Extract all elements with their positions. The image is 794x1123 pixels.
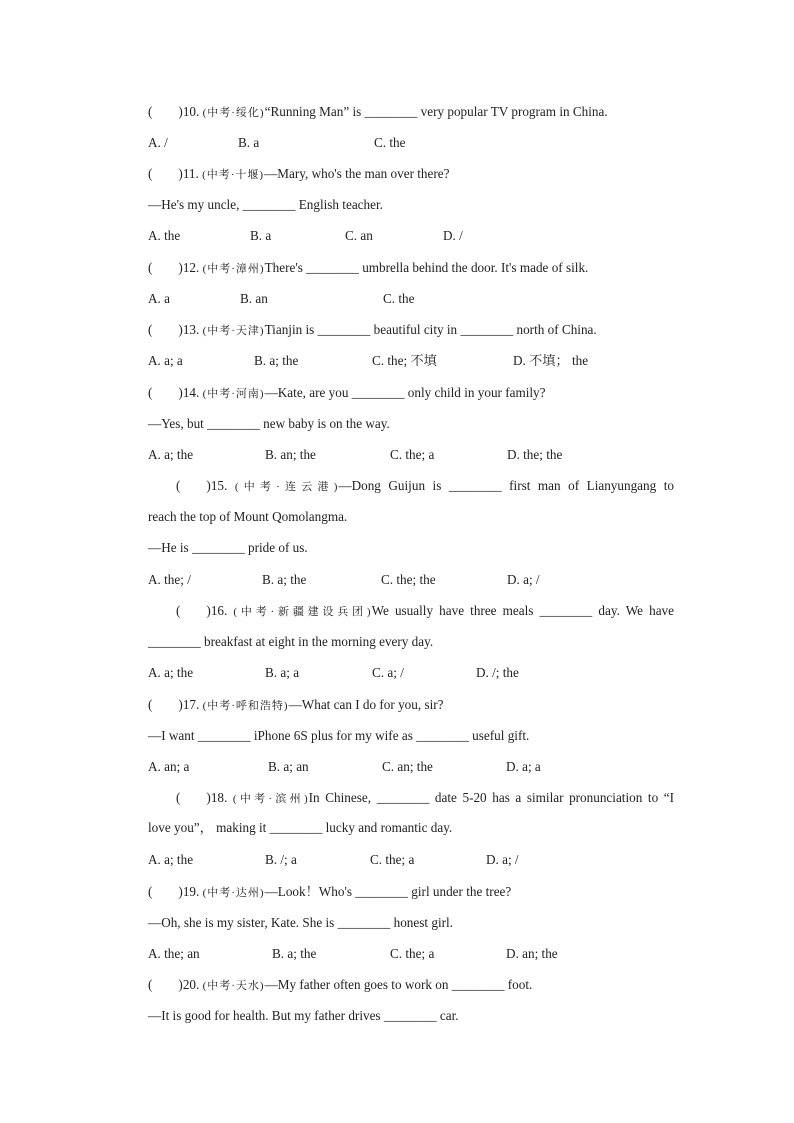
question-source: (中考·漳州) (202, 263, 265, 275)
question-15: ( )15. (中考·连云港)—Dong Guijun is ________ first man of Lianyungang to (176, 478, 674, 493)
question-18: ( )18. (中考·滨州)In Chinese, ________ date 5-20 has a similar pronunciation to “I (176, 790, 674, 805)
question-source: (中考·十堰) (202, 169, 265, 181)
question-10: ( )10. (中考·绥化)“Running Man” is ________ very popular TV program in China. (148, 104, 608, 119)
question-12: ( )12. (中考·漳州)There's ________ umbrella behind the door. It's made of silk. (148, 260, 589, 275)
question-15-line: —He is ________ pride of us. (148, 540, 308, 555)
question-19-line: —Oh, she is my sister, Kate. She is ________ honest girl. (148, 915, 453, 930)
question-source: (中考·绥化) (202, 107, 265, 119)
question-19: ( )19. (中考·达州)—Look！Who's ________ girl under the tree? (148, 884, 512, 899)
question-source: (中考·连云港) (234, 481, 339, 493)
question-16: ( )16. (中考·新疆建设兵团)We usually have three meals ________ day. We have (176, 603, 674, 618)
question-13: ( )13. (中考·天津)Tianjin is ________ beautiful city in ________ north of China. (148, 322, 597, 337)
question-11: ( )11. (中考·十堰)—Mary, who's the man over there? (148, 166, 450, 181)
question-source: (中考·达州) (202, 887, 265, 899)
question-14: ( )14. (中考·河南)—Kate, are you ________ only child in your family? (148, 385, 546, 400)
question-17: ( )17. (中考·呼和浩特)—What can I do for you, sir? (148, 697, 444, 712)
question-source: (中考·呼和浩特) (202, 700, 289, 712)
question-source: (中考·天津) (202, 325, 265, 337)
question-11-line: —He's my uncle, ________ English teacher. (148, 197, 383, 212)
question-source: (中考·滨州) (232, 793, 309, 805)
question-17-line: —I want ________ iPhone 6S plus for my wife as ________ useful gift. (148, 728, 530, 743)
worksheet-page: ( )10. (中考·绥化)“Running Man” is ________ very popular TV program in China. A. / B. a C. the ( )11. (中考·十堰)—Mary, who's the man over there? —He's my uncle, ________ English teacher. A. the B. a C. an D. / ( )12. (中考·漳州)There's ________ umbrella behind the door. It's made of silk. A. a B. an C. the ( )13. (中考·天津)Tianjin is ________ beautiful city in ________ north of China. A. a; a B. a; the C. the; 不填 D. 不填； the ( )14. (中考·河南)—Kate, are you ________ only child in your family? —Yes, but ________ new baby is on the way. A. a; the B. an; the C. the; a D. the; the ( )15. (中考·连云港)—Dong Guijun is ________ first man of Lianyungang to reach the top of Mount Qomolangma. —He is ________ pride of us. A. the; / B. a; the C. the; the D. a; / ( )16. (中考·新疆建设兵团)We usually have three meals ________ day. We have ________ breakfast at eight in the morning every day. A. a; the B. a; a C. a; / D. /; the ( )17. (中考·呼和浩特)—What can I do for you, sir? —I want ________ iPhone 6S plus for my wife as ________ useful gift. A. an; a B. a; an C. an; the D. a; a ( )18. (中考·滨州)In Chinese, ________ date 5-20 has a similar pronunciation to “I love you”， making it ________ lucky and romantic day. A. a; the B. /; a C. the; a D. a; / ( )19. (中考·达州)—Look！Who's ________ girl under the tree? —Oh, she is my sister, Kate. She is ________ honest girl. A. the; an B. a; the C. the; a D. an; the ( )20. (中考·天水)—My father often goes to work on ________ foot. —It is good for health. But my father drives ________ car. (148, 104, 674, 1023)
question-20-line: —It is good for health. But my father drives ________ car. (148, 1008, 459, 1023)
question-15-line: reach the top of Mount Qomolangma. (148, 509, 348, 524)
question-source: (中考·新疆建设兵团) (233, 606, 372, 618)
question-16-line: ________ breakfast at eight in the morning every day. (148, 634, 434, 649)
question-18-line: love you”， making it ________ lucky and romantic day. (148, 820, 453, 835)
question-20: ( )20. (中考·天水)—My father often goes to work on ________ foot. (148, 977, 533, 992)
question-14-line: —Yes, but ________ new baby is on the way. (148, 416, 390, 431)
question-source: (中考·河南) (202, 388, 265, 400)
question-source: (中考·天水) (202, 980, 265, 992)
